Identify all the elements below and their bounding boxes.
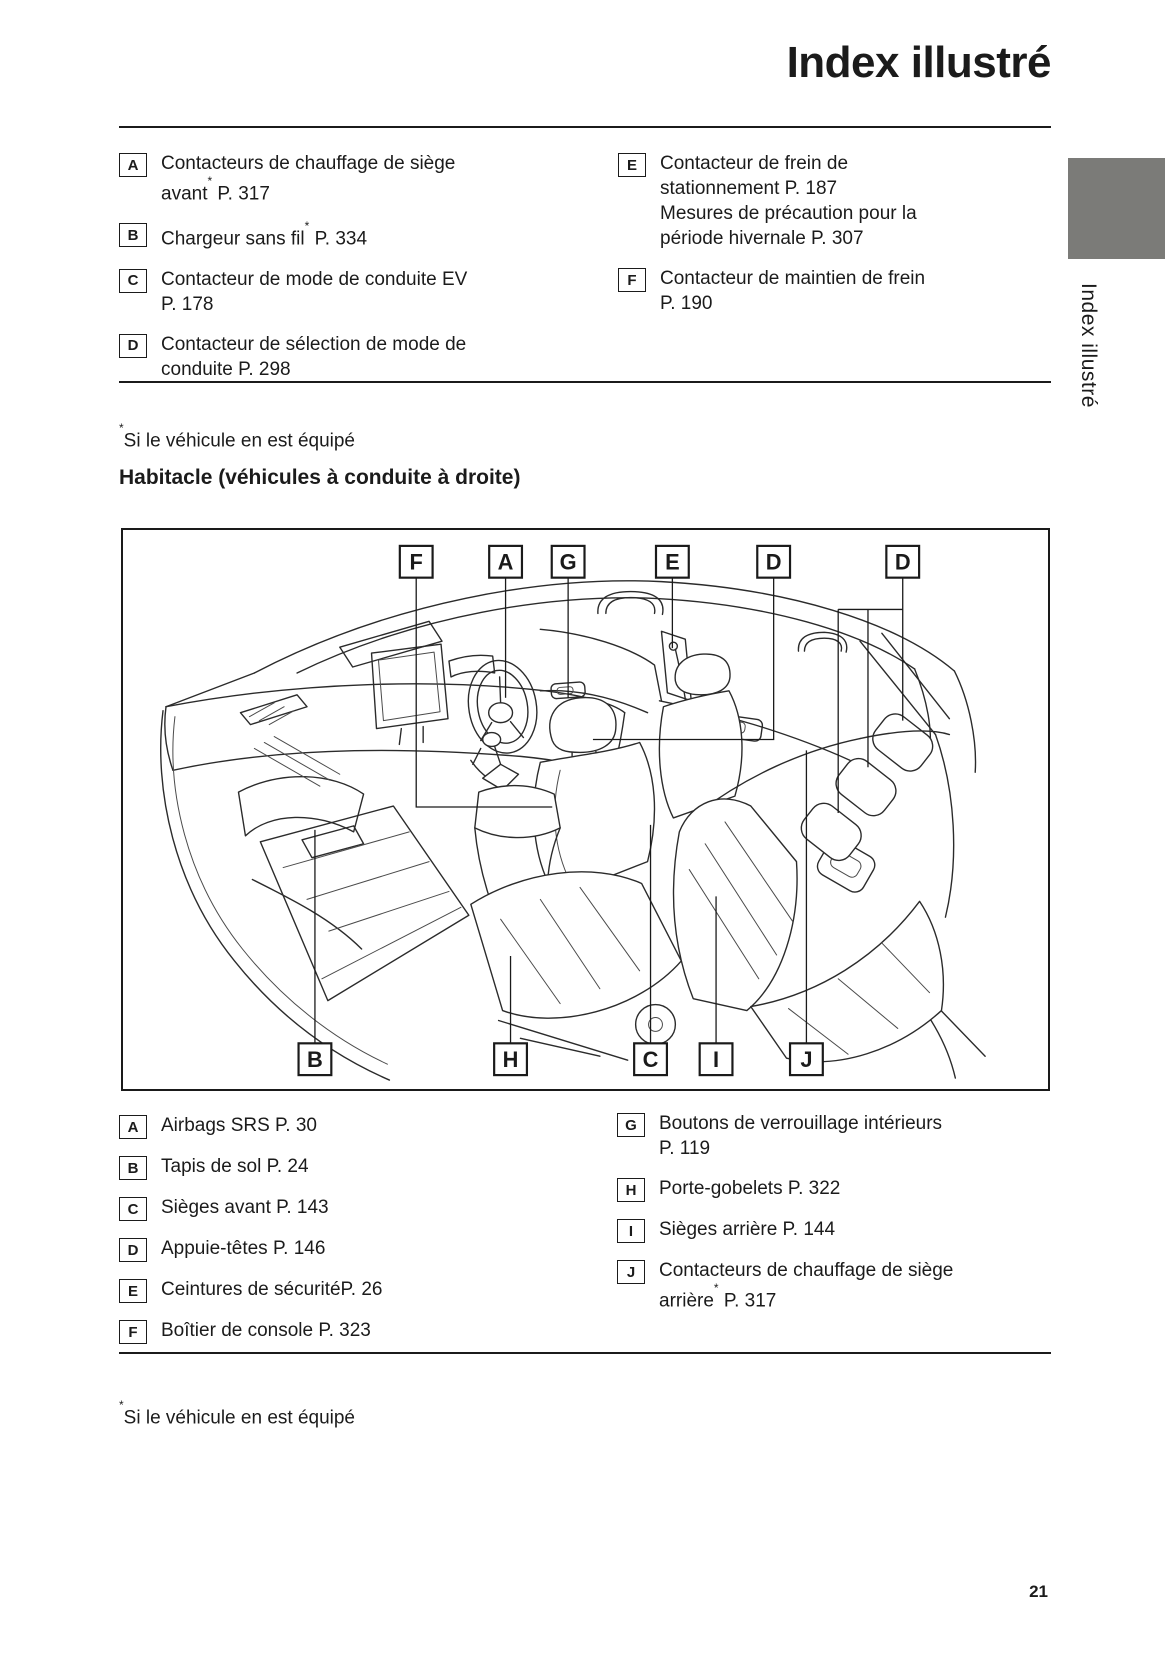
index-item (119, 1154, 599, 1180)
item-text-line: avant* P. 317 (161, 174, 270, 205)
item-text-line: période hivernale P. 307 (660, 228, 864, 249)
item-text-line: Boutons de verrouillage intérieurs (659, 1113, 943, 1134)
chapter-tab (1068, 158, 1165, 259)
diagram-label-letter: F (409, 549, 423, 575)
superscript-asterisk: * (119, 421, 124, 435)
diagram-label-letter: C (642, 1047, 659, 1073)
superscript-asterisk: * (304, 219, 310, 234)
page-number: 21 (1029, 1582, 1048, 1601)
item-letter-box: D (119, 1238, 147, 1262)
item-text-line: Contacteurs de chauffage de siège (161, 153, 456, 174)
cabin-diagram (121, 528, 1050, 1091)
top-index-list-left (119, 151, 599, 397)
index-item (617, 1176, 1049, 1202)
diagram-label-letter: A (497, 549, 514, 575)
item-letter-box: A (119, 1115, 147, 1139)
item-text-line: Contacteur de frein de (660, 153, 849, 174)
index-item (119, 332, 599, 382)
divider-top (119, 126, 1051, 128)
index-item (119, 221, 599, 251)
item-text (161, 1113, 317, 1138)
item-text-line: P. 190 (660, 293, 713, 314)
superscript-asterisk: * (119, 1398, 124, 1412)
car-interior-drawing (161, 581, 985, 1080)
sidebar-vertical-label: Index illustré (1077, 283, 1100, 408)
item-letter-box: B (119, 1156, 147, 1180)
item-text (161, 151, 455, 206)
item-text-line: Contacteur de sélection de mode de (161, 333, 467, 355)
item-text-line: Airbags SRS P. 30 (161, 1115, 317, 1136)
item-letter-box: C (119, 1197, 147, 1221)
superscript-asterisk: * (713, 1281, 719, 1295)
item-text (161, 1236, 325, 1261)
superscript-asterisk: * (207, 174, 213, 188)
item-letter-box: B (119, 223, 147, 247)
item-text (161, 1154, 309, 1179)
diagram-label-letter: E (665, 549, 680, 575)
item-text-line: P. 178 (161, 293, 214, 315)
diagram-label-letter: I (713, 1047, 720, 1073)
item-letter-box: J (617, 1260, 645, 1284)
item-text-line: Porte-gobelets P. 322 (659, 1178, 841, 1199)
index-item (119, 267, 599, 317)
item-text (161, 1277, 382, 1302)
index-item (617, 1258, 1049, 1313)
diagram-label-letter: H (502, 1047, 519, 1073)
item-letter-box: E (618, 153, 646, 177)
item-letter-box: F (618, 268, 646, 292)
item-text (659, 1258, 953, 1313)
item-text (161, 332, 466, 382)
diagram-label-letter: B (307, 1047, 323, 1073)
car-interior-illustration (123, 530, 1048, 1089)
item-text-line: Tapis de sol P. 24 (161, 1156, 309, 1177)
footnote-equipment-bottom: *Si le véhicule en est équipé (119, 1398, 355, 1429)
bottom-index-list-left (119, 1113, 599, 1359)
item-text-line: Contacteur de mode de conduite EV (161, 268, 468, 290)
item-text (659, 1111, 942, 1161)
item-text (161, 1318, 371, 1343)
item-text (161, 1195, 329, 1220)
index-item (617, 1217, 1049, 1243)
index-item (119, 1195, 599, 1221)
item-text (161, 267, 467, 317)
section-heading: Habitacle (véhicules à conduite à droite) (119, 466, 521, 489)
index-item (618, 151, 1048, 251)
item-letter-box: G (617, 1113, 645, 1137)
diagram-label-letter: D (894, 549, 911, 575)
item-letter-box: H (617, 1178, 645, 1202)
item-text-line: Boîtier de console P. 323 (161, 1320, 371, 1341)
index-item (119, 1277, 599, 1303)
index-item (119, 151, 599, 206)
index-item (618, 266, 1048, 316)
top-index-list-right (618, 151, 1048, 331)
item-text (660, 266, 925, 316)
item-letter-box: D (119, 334, 147, 358)
item-text-line: Ceintures de sécuritéP. 26 (161, 1279, 383, 1300)
item-text-line: Sièges arrière P. 144 (659, 1219, 836, 1240)
index-item (119, 1113, 599, 1139)
index-item (617, 1111, 1049, 1161)
item-text (660, 151, 917, 251)
divider-bottom (119, 1352, 1051, 1354)
divider-middle (119, 381, 1051, 383)
item-letter-box: E (119, 1279, 147, 1303)
item-text-line: stationnement P. 187 (660, 178, 838, 199)
item-text (659, 1176, 840, 1201)
index-item (119, 1236, 599, 1262)
item-text-line: arrière* P. 317 (659, 1281, 777, 1312)
bottom-index-list-right (617, 1111, 1049, 1328)
item-text (659, 1217, 835, 1242)
item-text-line: P. 119 (659, 1138, 711, 1159)
item-text-line: Appuie-têtes P. 146 (161, 1238, 326, 1259)
diagram-label-letter: D (765, 549, 782, 575)
item-letter-box: A (119, 153, 147, 177)
item-text-line: Chargeur sans fil* P. 334 (161, 219, 368, 250)
item-text-line: Sièges avant P. 143 (161, 1197, 329, 1218)
item-text-line: Contacteur de maintien de frein (660, 268, 926, 289)
footnote-equipment-top: *Si le véhicule en est équipé (119, 421, 355, 452)
item-text-line: conduite P. 298 (161, 358, 291, 380)
diagram-label-letter: J (800, 1047, 813, 1073)
item-letter-box: C (119, 269, 147, 293)
item-text-line: Contacteurs de chauffage de siège (659, 1260, 954, 1281)
diagram-label-letter: G (559, 549, 577, 575)
page-title: Index illustré (786, 38, 1051, 87)
index-item (119, 1318, 599, 1344)
item-text-line: Mesures de précaution pour la (660, 203, 917, 224)
item-letter-box: F (119, 1320, 147, 1344)
item-letter-box: I (617, 1219, 645, 1243)
item-text (161, 221, 367, 251)
